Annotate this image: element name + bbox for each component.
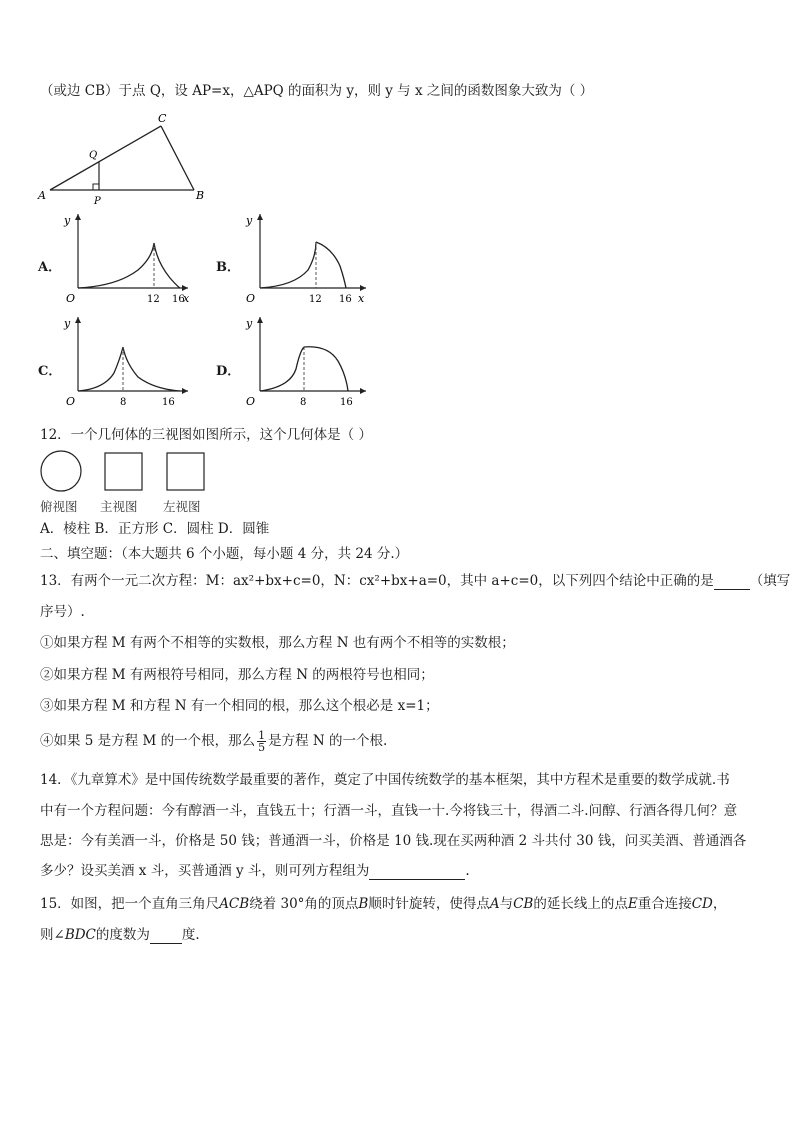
q15-text-10: 度.	[181, 927, 200, 943]
q15-text-8: 则∠	[40, 927, 65, 943]
option-d-label: D．	[216, 364, 241, 379]
q13-stem-b: （填写	[749, 573, 791, 589]
q15-e: E	[627, 896, 638, 912]
tick-8: 8	[300, 397, 307, 408]
q15-text-1: 15．如图，把一个直角三角尺	[40, 896, 220, 912]
q13-s4-a: ④如果 5 是方程 M 的一个根，那么	[40, 733, 256, 749]
option-c-label: C．	[38, 364, 62, 379]
label-a: A	[38, 189, 46, 202]
option-b-label: B．	[216, 260, 240, 275]
q13-stem	[40, 572, 790, 590]
tick-12: 12	[309, 294, 322, 305]
origin-label: O	[246, 395, 256, 408]
option-c-graph	[62, 313, 192, 415]
q15-text-7: ，	[712, 896, 727, 912]
left-view-label: 左视图	[163, 499, 201, 514]
origin-label: O	[66, 292, 76, 305]
origin-label: O	[246, 292, 256, 305]
q15-a: A	[489, 896, 500, 912]
section-heading: 二、填空题：（本大题共 6 个小题，每小题 4 分，共 24 分.）	[40, 546, 409, 562]
top-view-label: 俯视图	[40, 499, 78, 514]
label-q: Q	[89, 150, 98, 161]
tick-16: 16	[172, 294, 185, 305]
q15-bdc: BDC	[64, 927, 96, 943]
fraction-one-fifth	[257, 730, 266, 753]
q13-statement-3: ③如果方程 M 和方程 N 有一个相同的根，那么这个根必是 x=1；	[40, 698, 439, 714]
y-axis-label: y	[64, 317, 71, 330]
q15-text-2: 绕着 30°角的顶点	[249, 896, 359, 912]
top-view-circle	[41, 451, 81, 491]
q15-cb: CB	[513, 896, 534, 912]
q15-cd: CD	[691, 896, 713, 912]
x-axis-label: x	[183, 292, 190, 305]
tick-16: 16	[340, 397, 353, 408]
y-axis-label: y	[246, 214, 253, 227]
tick-16: 16	[339, 294, 352, 305]
option-d-graph	[236, 313, 370, 415]
q14-line-3: 思是：今有美酒一斗，价格是 50 钱；普通酒一斗，价格是 10 钱.现在买两种酒 2 斗共付 30 钱，问买美酒、普通酒各	[40, 833, 747, 849]
q15-line-1	[40, 895, 726, 913]
q14-line-4-text: 多少？设买美酒 x 斗，买普通酒 y 斗，则可列方程组为	[40, 863, 370, 879]
q15-line-2	[40, 926, 200, 944]
q15-answer-blank[interactable]	[150, 929, 182, 944]
q13-answer-blank[interactable]	[714, 575, 750, 590]
y-axis-label: y	[246, 317, 253, 330]
q13-stem-cont: 序号）.	[40, 604, 85, 620]
q12-stem: 12．一个几何体的三视图如图所示，这个几何体是（ ）	[40, 427, 372, 443]
tick-12: 12	[147, 294, 160, 305]
three-views-figure	[38, 450, 213, 499]
label-p: P	[94, 196, 101, 205]
tick-16: 16	[162, 397, 175, 408]
q13-s4-b: 是方程 N 的一个根.	[268, 733, 388, 749]
q13-stem-a: 13．有两个一元二次方程：M：ax²+bx+c=0，N：cx²+bx+a=0，其中 a+c=0，以下列四个结论中正确的是	[40, 573, 714, 589]
option-a-label: A．	[38, 260, 62, 275]
front-view-label: 主视图	[100, 499, 138, 514]
triangle-figure	[36, 110, 211, 209]
q15-text-6: 重合连接	[637, 896, 692, 912]
q14-answer-blank[interactable]	[369, 865, 465, 880]
tick-8: 8	[120, 397, 127, 408]
q12-choices: A．棱柱 B．正方形 C．圆柱 D．圆锥	[40, 521, 270, 537]
label-c: C	[158, 112, 167, 125]
q14-period: .	[465, 863, 470, 879]
q13-statement-1: ①如果方程 M 有两个不相等的实数根，那么方程 N 也有两个不相等的实数根；	[40, 635, 515, 651]
option-a-graph	[62, 210, 192, 312]
left-view-square	[167, 453, 204, 490]
fraction-numerator: 1	[258, 729, 266, 742]
q13-statement-4	[40, 728, 387, 754]
fraction-denominator: 5	[258, 741, 266, 754]
q14-line-4	[40, 862, 470, 880]
q15-b: B	[358, 896, 369, 912]
q15-text-5: 的延长线上的点	[533, 896, 628, 912]
q13-statement-2: ②如果方程 M 有两根符号相同，那么方程 N 的两根符号也相同；	[40, 667, 434, 683]
q14-line-1: 14．《九章算术》是中国传统数学最重要的著作，奠定了中国传统数学的基本框架，其中方程术是重要的数学成就.书	[40, 772, 730, 788]
q11-stem: （或边 CB）于点 Q，设 AP=x，△APQ 的面积为 y，则 y 与 x 之间的函数图象大致为（ ）	[40, 83, 594, 99]
option-b-graph	[236, 210, 370, 312]
q15-text-9: 的度数为	[95, 927, 150, 943]
x-axis-label: x	[358, 292, 365, 305]
q14-line-2: 中有一个方程问题：今有醇酒一斗，直钱五十；行酒一斗，直钱一十.今将钱三十，得酒二斗.问醇、行酒各得几何？意	[40, 803, 738, 819]
label-b: B	[196, 189, 205, 202]
origin-label: O	[66, 395, 76, 408]
y-axis-label: y	[64, 214, 71, 227]
q15-text-4: 与	[499, 896, 514, 912]
q15-acb: ACB	[219, 896, 250, 912]
q15-text-3: 顺时针旋转，使得点	[368, 896, 490, 912]
front-view-square	[105, 453, 142, 490]
